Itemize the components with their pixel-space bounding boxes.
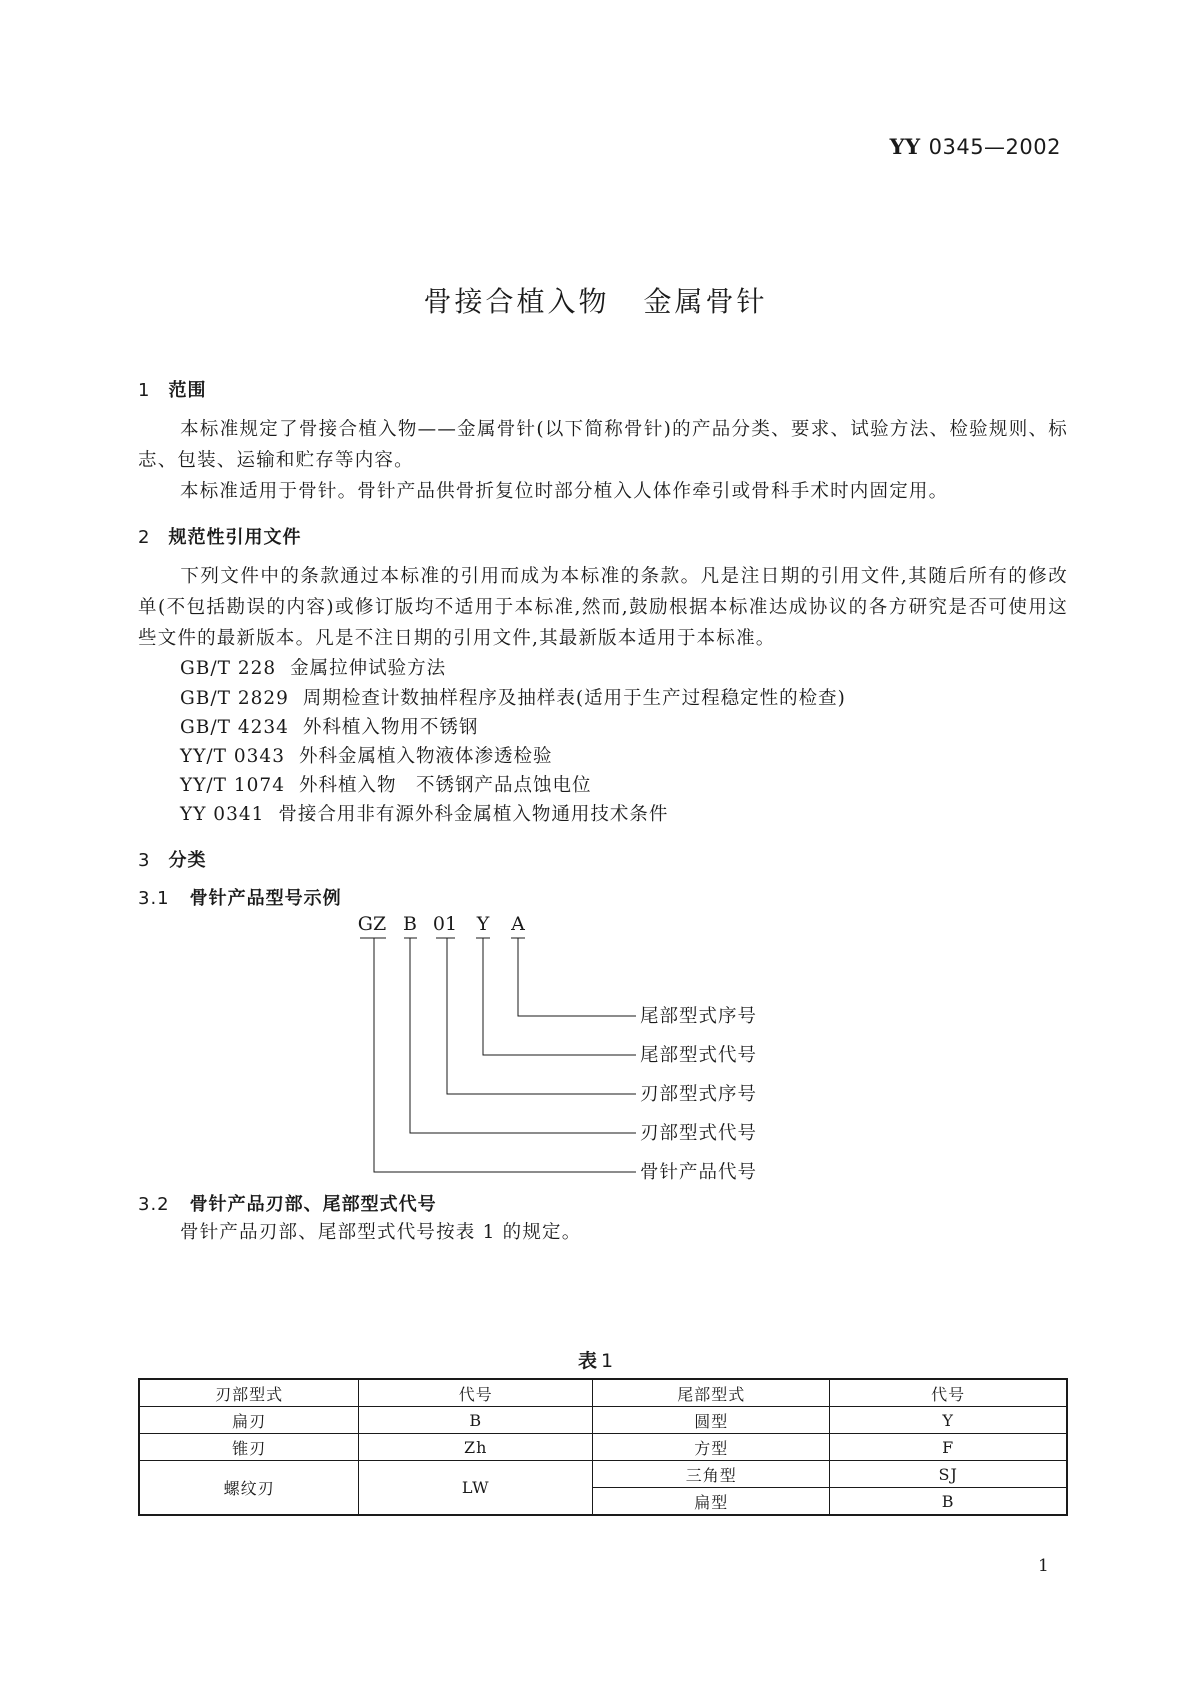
paragraph-text: 本标准规定了骨接合植入物——金属骨针(以下简称骨针)的产品分类、要求、试验方法、检验规则、标志、包装、运输和贮存等内容。: [138, 419, 1068, 471]
reference-code: YY/T 1074: [180, 775, 285, 796]
header-tail-code: 代号: [830, 1379, 1067, 1407]
cell-blade-type: 扁刃: [139, 1407, 359, 1434]
reference-title: 周期检查计数抽样程序及抽样表(适用于生产过程稳定性的检查): [302, 688, 846, 709]
reference-title: 骨接合用非有源外科金属植入物通用技术条件: [278, 804, 669, 825]
section-1-heading: [138, 376, 206, 402]
reference-title: 外科植入物用不锈钢: [302, 717, 479, 738]
blade-tail-code-table: [138, 1378, 1068, 1516]
header-tail-type: 尾部型式: [593, 1379, 830, 1407]
section-number: 2: [138, 527, 151, 548]
section-1-paragraph-1: [138, 414, 1068, 476]
table-caption-number: 1: [600, 1350, 614, 1372]
label-blade-seq: 刃部型式序号: [640, 1084, 758, 1105]
cell-tail-type: 三角型: [593, 1461, 830, 1488]
reference-title: 金属拉伸试验方法: [290, 658, 447, 679]
subsection-number: 3.2: [138, 1194, 170, 1215]
cell-tail-type: 扁型: [593, 1488, 830, 1516]
subsection-number: 3.1: [138, 888, 170, 909]
section-3-heading: [138, 846, 206, 872]
paragraph-text: 本标准适用于骨针。骨针产品供骨折复位时部分植入人体作牵引或骨科手术时内固定用。: [180, 481, 949, 502]
title-part1: 骨接合植入物: [423, 285, 610, 318]
paragraph-text: 下列文件中的条款通过本标准的引用而成为本标准的条款。凡是注日期的引用文件,其随后所有的修改单(不包括勘误的内容)或修订版均不适用于本标准,然而,鼓励根据本标准达成协议的各方研究是否可使用这些文件的最新版本。凡是不注日期的引用文件,其最新版本适用于本标准。: [138, 566, 1068, 649]
reference-code: YY 0341: [180, 804, 265, 825]
cell-tail-code: F: [830, 1434, 1067, 1461]
section-2-paragraph: [138, 561, 1068, 654]
title-part2: 金属骨针: [643, 285, 768, 318]
section-2-heading: [138, 523, 301, 549]
code-01: 01: [432, 913, 458, 935]
reference-item: [180, 800, 668, 826]
header-blade-type: 刃部型式: [139, 1379, 359, 1407]
reference-title: 外科金属植入物液体渗透检验: [298, 746, 553, 767]
reference-code: YY/T 0343: [180, 746, 285, 767]
subsection-3-1-heading: [138, 884, 342, 910]
cell-tail-type: 方型: [593, 1434, 830, 1461]
section-title: 分类: [168, 850, 207, 871]
subsection-title: 骨针产品刃部、尾部型式代号: [189, 1194, 437, 1215]
connector-line: [410, 938, 636, 1133]
reference-code: GB/T 2829: [180, 688, 289, 709]
reference-code: GB/T 228: [180, 658, 277, 679]
reference-item: [180, 742, 552, 768]
section-title: 范围: [168, 380, 207, 401]
cell-blade-type: 锥刃: [139, 1434, 359, 1461]
reference-code: GB/T 4234: [180, 717, 289, 738]
cell-tail-code: B: [830, 1488, 1067, 1516]
standard-code: [890, 134, 1061, 159]
section-title: 规范性引用文件: [168, 527, 302, 548]
connector-line: [518, 938, 636, 1016]
table-header-row: [139, 1379, 1067, 1407]
table-row: [139, 1434, 1067, 1461]
document-title: [0, 280, 1191, 320]
standard-prefix: YY: [889, 134, 921, 159]
code-gz: GZ: [357, 913, 387, 935]
connector-line: [483, 938, 636, 1055]
table-row: [139, 1407, 1067, 1434]
table-caption-label: 表: [577, 1350, 597, 1372]
connector-line: [447, 938, 636, 1094]
label-tail-code: 尾部型式代号: [640, 1045, 758, 1066]
section-number: 3: [138, 850, 151, 871]
reference-item: [180, 654, 446, 680]
cell-blade-code: Zh: [359, 1434, 593, 1461]
label-product-code: 骨针产品代号: [640, 1162, 758, 1183]
reference-item: [180, 771, 591, 797]
cell-tail-type: 圆型: [593, 1407, 830, 1434]
table-row: [139, 1461, 1067, 1488]
cell-tail-code: SJ: [830, 1461, 1067, 1488]
cell-blade-code: B: [359, 1407, 593, 1434]
table-caption: [0, 1346, 1191, 1373]
cell-blade-type: 螺纹刃: [139, 1461, 359, 1516]
connector-line: [374, 938, 636, 1172]
cell-blade-code: LW: [359, 1461, 593, 1516]
cell-tail-code: Y: [830, 1407, 1067, 1434]
code-a: A: [511, 913, 525, 935]
section-1-paragraph-2: [138, 476, 1068, 507]
reference-item: [180, 713, 478, 739]
reference-title: 外科植入物 不锈钢产品点蚀电位: [298, 775, 592, 796]
subsection-3-2-heading: [138, 1190, 437, 1216]
label-blade-code: 刃部型式代号: [640, 1123, 758, 1144]
label-tail-seq: 尾部型式序号: [640, 1006, 758, 1027]
subsection-title: 骨针产品型号示例: [189, 888, 342, 909]
code-y: Y: [476, 913, 490, 935]
header-blade-code: 代号: [359, 1379, 593, 1407]
page-number: 1: [1038, 1556, 1049, 1576]
standard-number: 0345—2002: [928, 135, 1061, 159]
reference-item: [180, 684, 846, 710]
section-number: 1: [138, 380, 151, 401]
code-b: B: [403, 913, 417, 935]
subsection-3-2-text: 骨针产品刃部、尾部型式代号按表 1 的规定。: [180, 1222, 582, 1243]
